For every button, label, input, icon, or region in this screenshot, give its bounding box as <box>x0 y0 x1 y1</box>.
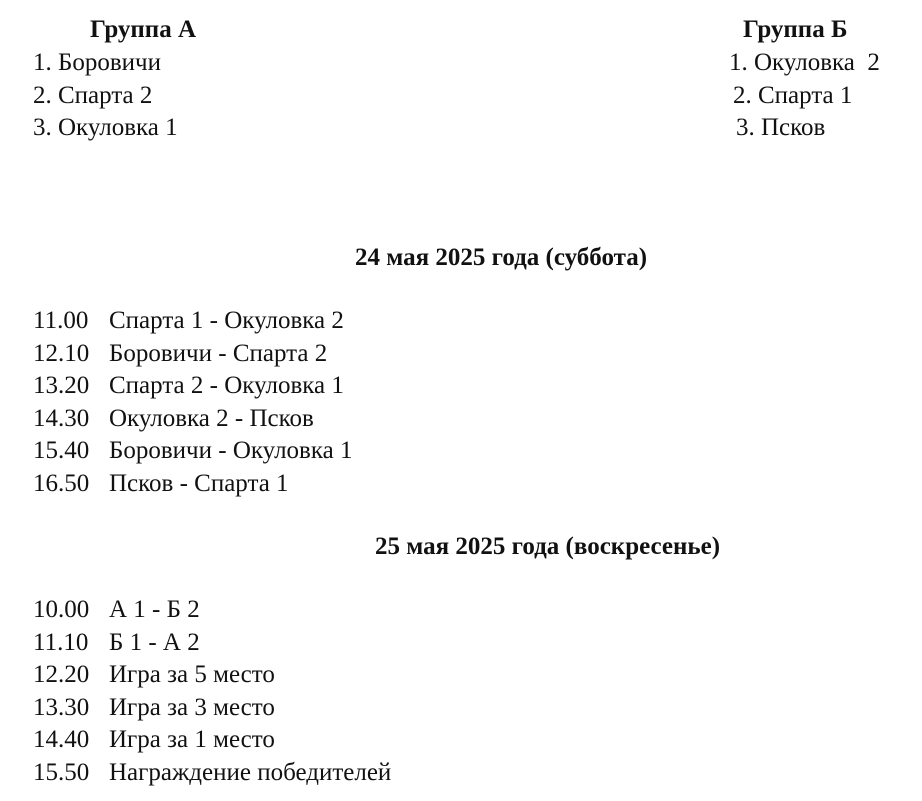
schedule-row <box>33 757 391 790</box>
schedule-row <box>33 370 352 403</box>
day2-title: 25 мая 2025 года (воскресенье) <box>375 533 721 560</box>
group-b-team: 2. Спарта 1 <box>733 81 853 109</box>
match-time: 12.10 <box>33 339 90 367</box>
day1-schedule <box>33 305 352 500</box>
match-event: Боровичи - Окуловка 1 <box>109 437 353 464</box>
schedule-row <box>33 435 352 468</box>
schedule-row <box>33 692 391 725</box>
schedule-row <box>33 594 391 627</box>
match-time: 13.20 <box>33 372 90 399</box>
group-a-team: 2. Спарта 2 <box>33 81 153 109</box>
match-time: 10.00 <box>33 596 90 623</box>
match-time: 13.30 <box>33 693 90 721</box>
group-a-team-list <box>33 47 178 145</box>
match-time: 14.30 <box>33 404 90 432</box>
schedule-row <box>33 305 352 338</box>
match-event: Игра за 1 место <box>109 726 275 753</box>
schedule-row <box>33 468 352 501</box>
match-event: Игра за 3 место <box>109 693 275 721</box>
match-event: Награждение победителей <box>109 758 392 786</box>
group-b-team: 3. Псков <box>736 114 826 141</box>
match-time: 11.10 <box>33 628 89 656</box>
group-b-team: 1. Окуловка 2 <box>729 49 880 76</box>
group-a-team: 3. Окуловка 1 <box>33 114 178 141</box>
day1-title: 24 мая 2025 года (суббота) <box>355 244 648 271</box>
match-event: Боровичи - Спарта 2 <box>109 339 328 367</box>
match-event: Спарта 2 - Окуловка 1 <box>109 372 344 399</box>
match-time: 15.50 <box>33 758 90 786</box>
schedule-row <box>33 338 352 371</box>
match-time: 15.40 <box>33 437 90 464</box>
schedule-row <box>33 403 352 436</box>
schedule-row <box>33 659 391 692</box>
match-time: 11.00 <box>33 307 89 334</box>
match-time: 14.40 <box>33 726 90 753</box>
match-event: А 1 - Б 2 <box>109 596 200 623</box>
match-event: Псков - Спарта 1 <box>109 469 289 497</box>
match-event: Окуловка 2 - Псков <box>109 404 314 432</box>
schedule-row <box>33 724 391 757</box>
match-event: Спарта 1 - Окуловка 2 <box>109 307 344 334</box>
match-time: 16.50 <box>33 469 90 497</box>
group-a-team: 1. Боровичи <box>33 49 161 76</box>
day2-schedule <box>33 594 391 789</box>
match-event: Игра за 5 место <box>109 661 275 688</box>
group-b-title: Группа Б <box>743 16 848 43</box>
match-event: Б 1 - А 2 <box>109 628 200 656</box>
group-b-team-list <box>729 47 880 145</box>
group-a-title: Группа А <box>90 16 197 43</box>
match-time: 12.20 <box>33 661 90 688</box>
schedule-row <box>33 627 391 660</box>
